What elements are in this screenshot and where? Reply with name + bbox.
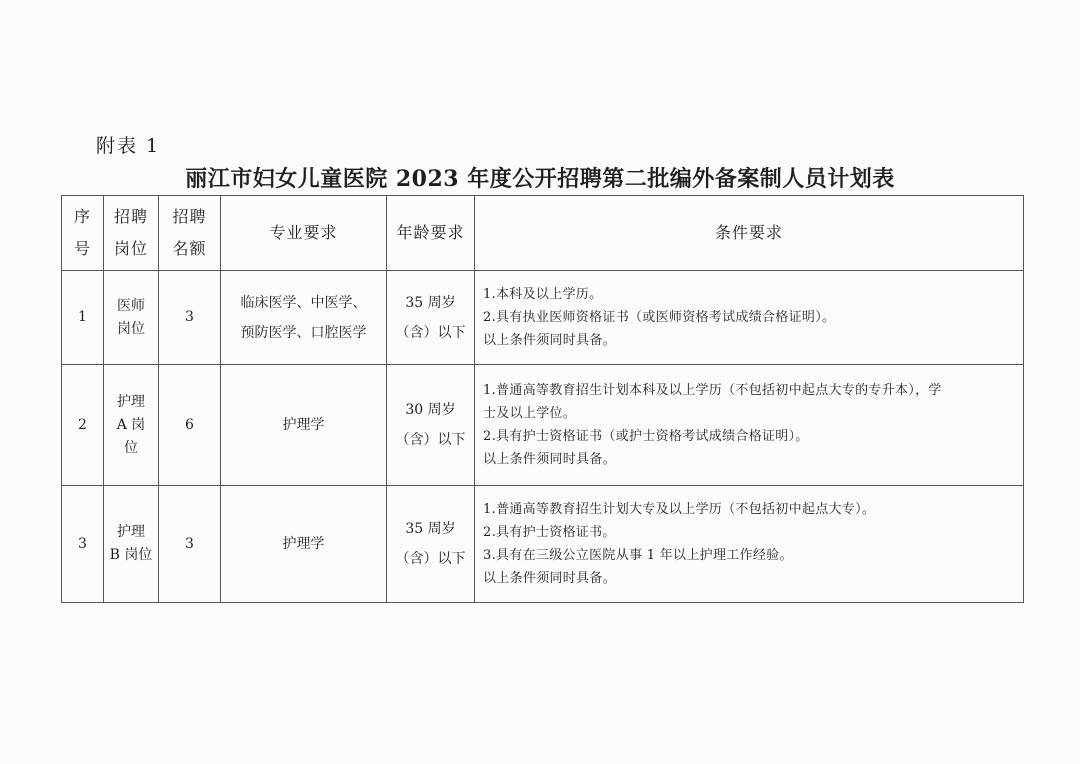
- cell-quota: 3: [159, 486, 221, 603]
- cell-age: [387, 271, 475, 365]
- table-header-row: [62, 196, 1024, 271]
- header-position-line: 招聘: [113, 207, 148, 226]
- annex-label: 附表 1: [96, 135, 161, 157]
- header-position: [104, 196, 159, 271]
- major-line: 护理学: [282, 416, 325, 433]
- condition-line: 以上条件须同时具备。: [483, 333, 617, 348]
- condition-line: 2.具有执业医师资格证书（或医师资格考试成绩合格证明）。: [483, 310, 836, 325]
- table-row: [62, 486, 1024, 603]
- position-line: 位: [124, 439, 138, 456]
- major-line: 临床医学、中医学、: [240, 294, 367, 311]
- position-line: 护理: [117, 524, 145, 540]
- cell-quota: 6: [159, 365, 221, 486]
- table-row: [62, 271, 1024, 365]
- header-major: 专业要求: [221, 196, 387, 271]
- condition-line: 1.本科及以上学历。: [483, 287, 603, 302]
- cell-position: [104, 271, 159, 365]
- position-line: A 岗: [116, 416, 146, 433]
- header-quota-line: 名额: [172, 239, 207, 258]
- condition-line: 1.普通高等教育招生计划大专及以上学历（不包括初中起点大专）。: [483, 502, 876, 517]
- age-line: 30 周岁: [405, 402, 456, 418]
- cell-quota: 3: [159, 271, 221, 365]
- cell-major: [221, 365, 387, 486]
- age-line: 35 周岁: [405, 521, 456, 537]
- document-title: 丽江市妇女儿童医院 2023 年度公开招聘第二批编外备案制人员计划表: [185, 166, 895, 192]
- cell-position: [104, 365, 159, 486]
- cell-age: [387, 365, 475, 486]
- header-seq-line: 序: [73, 207, 91, 226]
- header-position-line: 岗位: [113, 239, 148, 258]
- condition-line: 2.具有护士资格证书（或护士资格考试成绩合格证明）。: [483, 429, 809, 444]
- header-quota-line: 招聘: [172, 207, 207, 226]
- condition-line: 3.具有在三级公立医院从事 1 年以上护理工作经验。: [483, 548, 793, 563]
- cell-seq: 3: [62, 486, 104, 603]
- position-line: 岗位: [117, 320, 145, 337]
- header-quota: [159, 196, 221, 271]
- header-seq-line: 号: [73, 239, 91, 258]
- cell-seq: 1: [62, 271, 104, 365]
- position-line: 医师: [117, 297, 145, 314]
- age-line: （含）以下: [395, 551, 466, 567]
- header-seq: [62, 196, 104, 271]
- header-age: 年龄要求: [387, 196, 475, 271]
- condition-line: 1.普通高等教育招生计划本科及以上学历（不包括初中起点大专的专升本），学: [483, 383, 942, 398]
- cell-major: [221, 271, 387, 365]
- recruitment-plan-table: [61, 195, 1024, 603]
- cell-position: [104, 486, 159, 603]
- cell-major: [221, 486, 387, 603]
- header-conditions: 条件要求: [475, 196, 1024, 271]
- major-line: 护理学: [282, 535, 325, 552]
- cell-conditions: [475, 486, 1024, 603]
- age-line: （含）以下: [395, 432, 466, 448]
- age-line: 35 周岁: [405, 294, 456, 311]
- condition-line: 士及以上学位。: [483, 406, 577, 421]
- age-line: （含）以下: [395, 324, 466, 341]
- condition-line: 以上条件须同时具备。: [483, 571, 617, 586]
- position-line: B 岗位: [109, 547, 153, 563]
- cell-conditions: [475, 271, 1024, 365]
- major-line: 预防医学、口腔医学: [240, 324, 367, 341]
- position-line: 护理: [117, 393, 145, 410]
- condition-line: 以上条件须同时具备。: [483, 452, 617, 467]
- cell-conditions: [475, 365, 1024, 486]
- condition-line: 2.具有护士资格证书。: [483, 525, 616, 540]
- cell-seq: 2: [62, 365, 104, 486]
- table-row: [62, 365, 1024, 486]
- cell-age: [387, 486, 475, 603]
